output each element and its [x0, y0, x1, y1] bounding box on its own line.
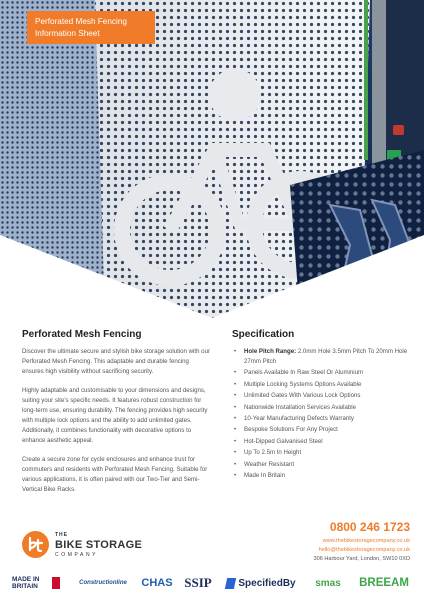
constructionline-label: Constructionline: [79, 580, 127, 586]
chas-label: CHAS: [141, 577, 173, 589]
spec-item: [232, 391, 412, 401]
logo-name: BIKE STORAGE: [55, 539, 143, 551]
spec-item: [232, 437, 412, 447]
badge-subtitle: Information Sheet: [35, 29, 100, 38]
logo-company: COMPANY: [55, 552, 99, 558]
logo-mark-icon: [22, 531, 49, 558]
website-link[interactable]: www.thebikestoragecompany.co.uk: [322, 538, 410, 544]
phone-number[interactable]: 0800 246 1723: [329, 520, 410, 534]
logo-the: THE: [55, 532, 68, 538]
intro-paragraph: Highly adaptable and customisable to your dimensions and designs, suiting your site's specific needs. It features robust construction for long-term use, ensuring durability. The fencing provides high security with multiple lock options and the ability to add unlimited gates. Additionally, it combines functionality with decorative options to enhance aesthetic appeal.: [22, 387, 208, 444]
specifiedby-logo: [224, 570, 298, 596]
contact-block: [260, 520, 410, 564]
spec-item-text: 2.0mm Hole 3.5mm Pitch To 20mm Hole 27mm Pitch: [244, 348, 408, 365]
spec-item: [232, 403, 412, 413]
breeam-logo: [354, 570, 414, 596]
smas-label: smas: [315, 577, 341, 589]
ssip-label: SSIP: [184, 575, 212, 590]
badge-title: Perforated Mesh Fencing: [35, 17, 127, 26]
spec-item: [232, 368, 412, 378]
constructionline-logo: [72, 570, 134, 596]
specifiedby-label: SpecifiedBy: [238, 577, 296, 589]
spec-item-text: Bespoke Solutions For Any Project: [244, 426, 338, 434]
spec-item: [232, 471, 412, 481]
spec-item-text: Weather Resistant: [244, 460, 295, 468]
email-link[interactable]: hello@thebikestoragecompany.co.uk: [318, 547, 410, 553]
spec-item-text: Multiple Locking Systems Options Available: [244, 380, 362, 388]
postal-address: 306 Harbour Yard, London, SW10 0XD: [313, 556, 410, 562]
union-flag-icon: [52, 577, 60, 589]
spec-item-text: Panels Available In Raw Steel Or Aluminium: [244, 369, 364, 377]
breeam-label: BREEAM: [359, 577, 409, 589]
accreditation-logos: [10, 570, 414, 596]
spec-item-text: 10-Year Manufacturing Defects Warranty: [244, 414, 354, 422]
specification-list: [232, 347, 412, 481]
specifiedby-icon: [225, 578, 236, 589]
spec-item: [232, 347, 412, 367]
made-in-britain-label: MADE IN BRITAIN: [12, 576, 40, 590]
sheet-title-badge: [27, 11, 155, 44]
spec-item-text: Nationwide Installation Services Available: [244, 403, 357, 411]
spec-item-bold: Hole Pitch Range:: [244, 348, 297, 355]
spec-item-text: Unlimited Gates With Various Lock Options: [244, 392, 361, 400]
specification-heading: Specification: [232, 329, 295, 340]
company-logo: [22, 525, 192, 565]
intro-paragraph: Discover the ultimate secure and stylish bike storage solution with our Perforated Mesh Fencing. This adaptable and durable fencing ensures high visibility without sacrificing security.: [22, 348, 210, 375]
specification-section: [232, 329, 412, 482]
spec-item: [232, 414, 412, 424]
spec-item: [232, 425, 412, 435]
spec-item-text: Made In Britain: [244, 471, 285, 479]
spec-item: [232, 460, 412, 470]
made-in-britain-text: [12, 576, 50, 590]
intro-section: [22, 329, 212, 504]
chas-logo: [140, 570, 174, 596]
ssip-logo: [180, 570, 216, 596]
spec-item-text: Hot-Dipped Galvanised Steel: [244, 437, 323, 445]
spec-item: [232, 448, 412, 458]
intro-heading: Perforated Mesh Fencing: [22, 329, 142, 340]
spec-item: [232, 380, 412, 390]
intro-paragraph: Create a secure zone for cycle enclosures and enhance trust for commuters and residents with Perforated Mesh Fencing. Suitable for various applications, it is often paired with our Two-Tier and Semi-Vertical Bike Racks.: [22, 456, 208, 493]
made-in-britain-logo: [10, 570, 62, 596]
smas-logo: [306, 570, 350, 596]
spec-item-text: Up To 2.5m In Height: [244, 449, 302, 457]
